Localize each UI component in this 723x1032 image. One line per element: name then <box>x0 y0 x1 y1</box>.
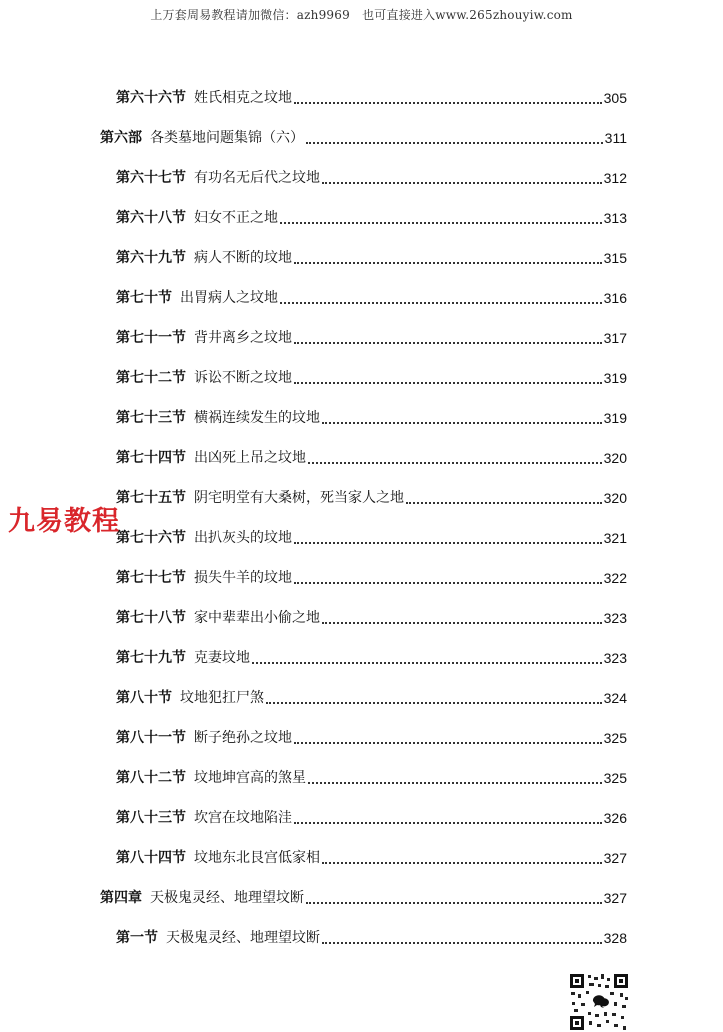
toc-leader-dots <box>266 702 602 704</box>
toc-entry[interactable] <box>116 324 627 348</box>
toc-entry-title <box>100 128 304 148</box>
toc-page-number: 325 <box>603 730 627 746</box>
toc-entry[interactable] <box>116 404 627 428</box>
toc-leader-dots <box>322 942 602 944</box>
toc-leader-dots <box>294 542 602 544</box>
toc-leader-dots <box>252 662 602 664</box>
toc-entry-text: 出扒灰头的坟地 <box>194 530 292 546</box>
toc-entry-text: 坟地坤宫高的煞星 <box>194 770 306 786</box>
toc-entry-text: 阴宅明堂有大桑树，死当家人之地 <box>194 490 404 506</box>
toc-entry-title <box>116 448 306 468</box>
toc-entry[interactable] <box>116 524 627 548</box>
toc-entry-text: 克妻坟地 <box>194 650 250 666</box>
toc-page-number: 312 <box>603 170 627 186</box>
toc-entry-text: 坎宫在坟地陷洼 <box>194 810 292 826</box>
toc-page-number: 320 <box>603 450 627 466</box>
toc-entry-label: 第七十四节 <box>116 450 186 466</box>
toc-entry-text: 有功名无后代之坟地 <box>194 170 320 186</box>
toc-entry[interactable] <box>116 284 627 308</box>
toc-entry-label: 第七十五节 <box>116 490 186 506</box>
toc-entry-title <box>116 328 292 348</box>
toc-entry-label: 第六十七节 <box>116 170 186 186</box>
toc-entry-label: 第六十六节 <box>116 90 186 106</box>
toc-entry-label: 第一节 <box>116 930 158 946</box>
toc-page-number: 322 <box>603 570 627 586</box>
toc-leader-dots <box>308 462 602 464</box>
toc-entry-text: 妇女不正之地 <box>194 210 278 226</box>
toc-entry-title <box>116 168 320 188</box>
toc-entry-label: 第八十节 <box>116 690 172 706</box>
toc-entry-title <box>116 808 292 828</box>
page-header: 上万套周易教程请加微信：azh9969 也可直接进入www.265zhouyiw.com <box>150 8 573 22</box>
toc-entry[interactable] <box>116 844 627 868</box>
toc-page-number: 319 <box>603 370 627 386</box>
toc-entry[interactable] <box>100 124 627 148</box>
toc-entry-text: 损失牛羊的坟地 <box>194 570 292 586</box>
toc-leader-dots <box>306 902 602 904</box>
toc-page-number: 321 <box>603 530 627 546</box>
toc-leader-dots <box>294 262 602 264</box>
toc-entry-text: 横祸连续发生的坟地 <box>194 410 320 426</box>
toc-entry-label: 第七十九节 <box>116 650 186 666</box>
toc-entry[interactable] <box>116 764 627 788</box>
toc-leader-dots <box>322 862 602 864</box>
toc-page-number: 311 <box>604 130 627 146</box>
toc-entry-text: 坟地东北艮宫低家相 <box>194 850 320 866</box>
toc-page-number: 326 <box>603 810 627 826</box>
toc-entry-label: 第七十一节 <box>116 330 186 346</box>
toc-entry-label: 第六十八节 <box>116 210 186 226</box>
toc-page-number: 327 <box>603 890 627 906</box>
toc-entry-label: 第八十一节 <box>116 730 186 746</box>
toc-entry-title <box>116 568 292 588</box>
toc-entry-text: 各类墓地问题集锦（六） <box>150 130 304 146</box>
toc-entry[interactable] <box>100 884 627 908</box>
toc-entry-title <box>100 888 304 908</box>
toc-page-number: 327 <box>603 850 627 866</box>
toc-leader-dots <box>294 742 602 744</box>
toc-leader-dots <box>280 222 602 224</box>
toc-entry[interactable] <box>116 204 627 228</box>
toc-leader-dots <box>322 182 602 184</box>
toc-entry-title <box>116 528 292 548</box>
toc-entry-title <box>116 88 292 108</box>
toc-entry-label: 第七十六节 <box>116 530 186 546</box>
toc-page-number: 328 <box>603 930 627 946</box>
toc-leader-dots <box>294 822 602 824</box>
toc-entry-label: 第七十七节 <box>116 570 186 586</box>
qr-code-icon <box>568 972 630 1032</box>
toc-page-number: 323 <box>603 610 627 626</box>
toc-entry-title <box>116 368 292 388</box>
toc-entry-text: 天极鬼灵经、地理望坟断 <box>166 930 320 946</box>
toc-leader-dots <box>294 342 602 344</box>
toc-page-number: 325 <box>603 770 627 786</box>
toc-entry-label: 第七十节 <box>116 290 172 306</box>
toc-entry-label: 第七十三节 <box>116 410 186 426</box>
toc-page-number: 324 <box>603 690 627 706</box>
toc-entry-text: 病人不断的坟地 <box>194 250 292 266</box>
toc-entry-label: 第四章 <box>100 890 142 906</box>
toc-entry-text: 天极鬼灵经、地理望坟断 <box>150 890 304 906</box>
toc-entry-title <box>116 648 250 668</box>
toc-entry[interactable] <box>116 924 627 948</box>
toc-entry-text: 姓氏相克之坟地 <box>194 90 292 106</box>
toc-entry-title <box>116 848 320 868</box>
toc-entry-label: 第八十四节 <box>116 850 186 866</box>
toc-entry-text: 出胃病人之坟地 <box>180 290 278 306</box>
toc-page-number: 319 <box>603 410 627 426</box>
toc-entry-text: 坟地犯扛尸煞 <box>180 690 264 706</box>
toc-entry-title <box>116 688 264 708</box>
toc-entry-label: 第八十二节 <box>116 770 186 786</box>
toc-page-number: 315 <box>603 250 627 266</box>
toc-entry[interactable] <box>116 164 627 188</box>
toc-entry[interactable] <box>116 84 627 108</box>
toc-entry-label: 第七十二节 <box>116 370 186 386</box>
toc-entry[interactable] <box>116 724 627 748</box>
toc-entry-label: 第六十九节 <box>116 250 186 266</box>
toc-leader-dots <box>294 102 602 104</box>
toc-entry[interactable] <box>116 444 627 468</box>
toc-entry-title <box>116 208 278 228</box>
watermark: 九易教程 <box>8 506 120 537</box>
toc-leader-dots <box>322 422 602 424</box>
toc-page-number: 317 <box>603 330 627 346</box>
toc-entry-title <box>116 928 320 948</box>
toc-leader-dots <box>294 582 602 584</box>
toc-entry-text: 背井离乡之坟地 <box>194 330 292 346</box>
toc-entry[interactable] <box>116 804 627 828</box>
toc-entry-title <box>116 488 404 508</box>
toc-page-number: 305 <box>603 90 627 106</box>
toc-entry[interactable] <box>116 644 627 668</box>
toc-entry[interactable] <box>116 604 627 628</box>
toc-leader-dots <box>406 502 602 504</box>
toc-entry-title <box>116 248 292 268</box>
toc-entry-label: 第六部 <box>100 130 142 146</box>
toc-entry-label: 第八十三节 <box>116 810 186 826</box>
toc-leader-dots <box>322 622 602 624</box>
toc-leader-dots <box>294 382 602 384</box>
toc-entry[interactable] <box>116 364 627 388</box>
toc-entry-text: 诉讼不断之坟地 <box>194 370 292 386</box>
toc-entry[interactable] <box>116 684 627 708</box>
toc-page-number: 320 <box>603 490 627 506</box>
toc-entry-label: 第七十八节 <box>116 610 186 626</box>
toc-leader-dots <box>306 142 603 144</box>
toc-entry-title <box>116 608 320 628</box>
toc-entry[interactable] <box>116 484 627 508</box>
toc-entry-text: 出凶死上吊之坟地 <box>194 450 306 466</box>
toc-leader-dots <box>308 782 602 784</box>
toc-page-number: 313 <box>603 210 627 226</box>
toc-entry-title <box>116 728 292 748</box>
toc-entry-title <box>116 768 306 788</box>
toc-entry-text: 家中辈辈出小偷之地 <box>194 610 320 626</box>
toc-entry-title <box>116 288 278 308</box>
toc-page-number: 323 <box>603 650 627 666</box>
toc-entry-title <box>116 408 320 428</box>
toc-entry-text: 断子绝孙之坟地 <box>194 730 292 746</box>
toc-leader-dots <box>280 302 602 304</box>
toc-page-number: 316 <box>603 290 627 306</box>
toc-entry[interactable] <box>116 564 627 588</box>
toc-entry[interactable] <box>116 244 627 268</box>
